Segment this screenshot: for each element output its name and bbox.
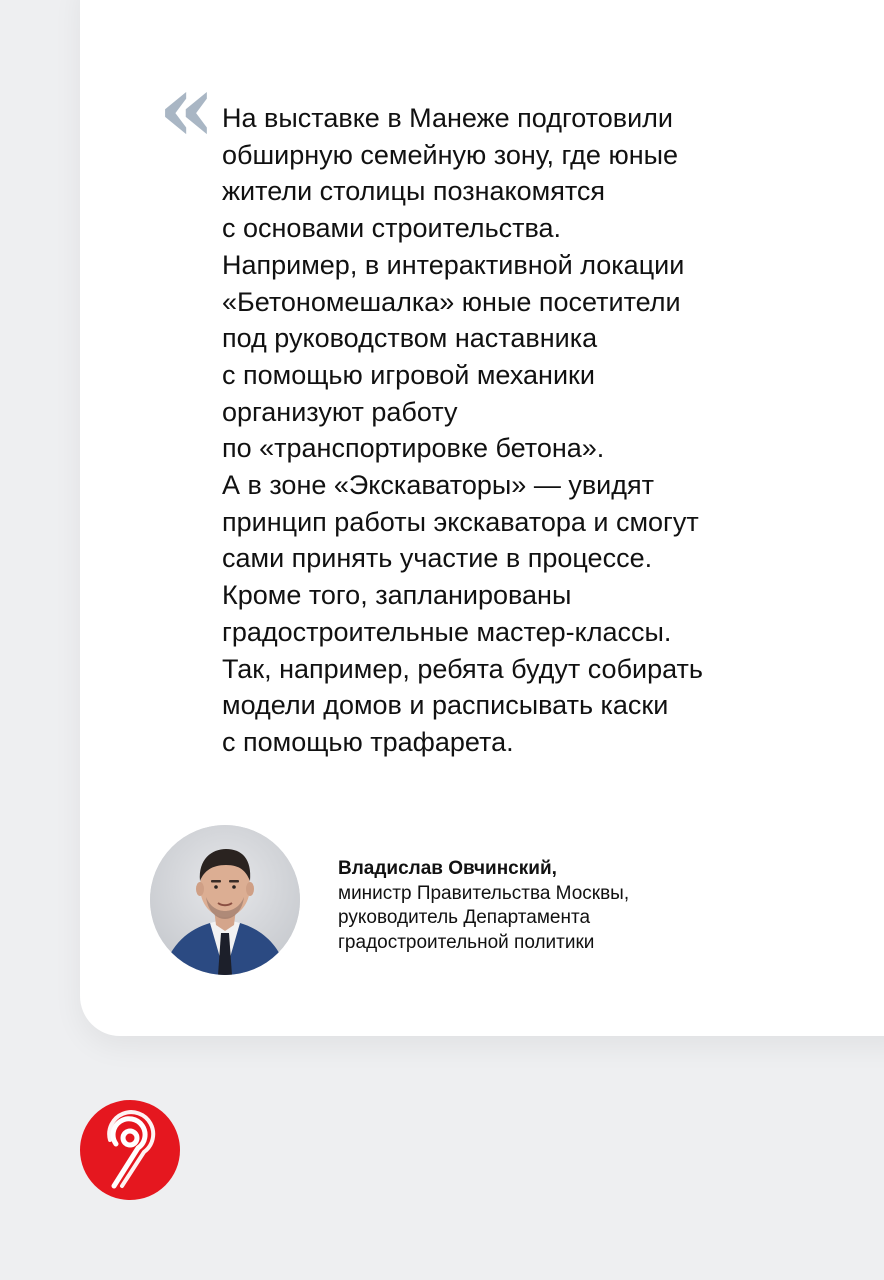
quote-line: с основами строительства. [222, 213, 562, 244]
quote-line: А в зоне «Экскаваторы» — увидят [222, 470, 654, 501]
quote-line: Так, например, ребята будут собирать [222, 653, 703, 684]
quote-line: по «транспортировке бетона». [222, 433, 605, 464]
author-role-line: министр Правительства Москвы, [338, 882, 630, 904]
author-role-line: градостроительной политики [338, 931, 595, 953]
quote-line: градостроительные мастер-классы. [222, 616, 672, 647]
author-avatar [150, 825, 300, 975]
quote-line: с помощью трафарета. [222, 726, 514, 757]
quote-line: На выставке в Манеже подготовили [222, 103, 673, 133]
quote-line: принцип работы экскаватора и смогут [222, 506, 699, 537]
author-name: Владислав Овчинский, [338, 858, 557, 879]
quote-line: под руководством наставника [222, 323, 598, 354]
mos-ru-logo-icon [80, 1100, 180, 1200]
quote-line: организуют работу [222, 396, 458, 427]
author-role-line: руководитель Департамента [338, 907, 591, 928]
author-portrait [150, 825, 300, 975]
quote-text [222, 100, 862, 761]
mos-ru-logo [80, 1100, 180, 1200]
quote-line: Например, в интерактивной локации [222, 249, 685, 280]
quote-line: с помощью игровой механики [222, 359, 595, 390]
quote-line: Кроме того, запланированы [222, 580, 572, 611]
quote-open-icon: « [158, 54, 216, 162]
quote-line: обширную семейную зону, где юные [222, 139, 679, 170]
quote-line: модели домов и расписывать каски [222, 690, 669, 721]
quote-line: жители столицы познакомятся [222, 176, 605, 207]
quote-line: «Бетономешалка» юные посетители [222, 286, 681, 317]
author-caption [338, 857, 758, 955]
quote-line: сами принять участие в процессе. [222, 543, 653, 574]
